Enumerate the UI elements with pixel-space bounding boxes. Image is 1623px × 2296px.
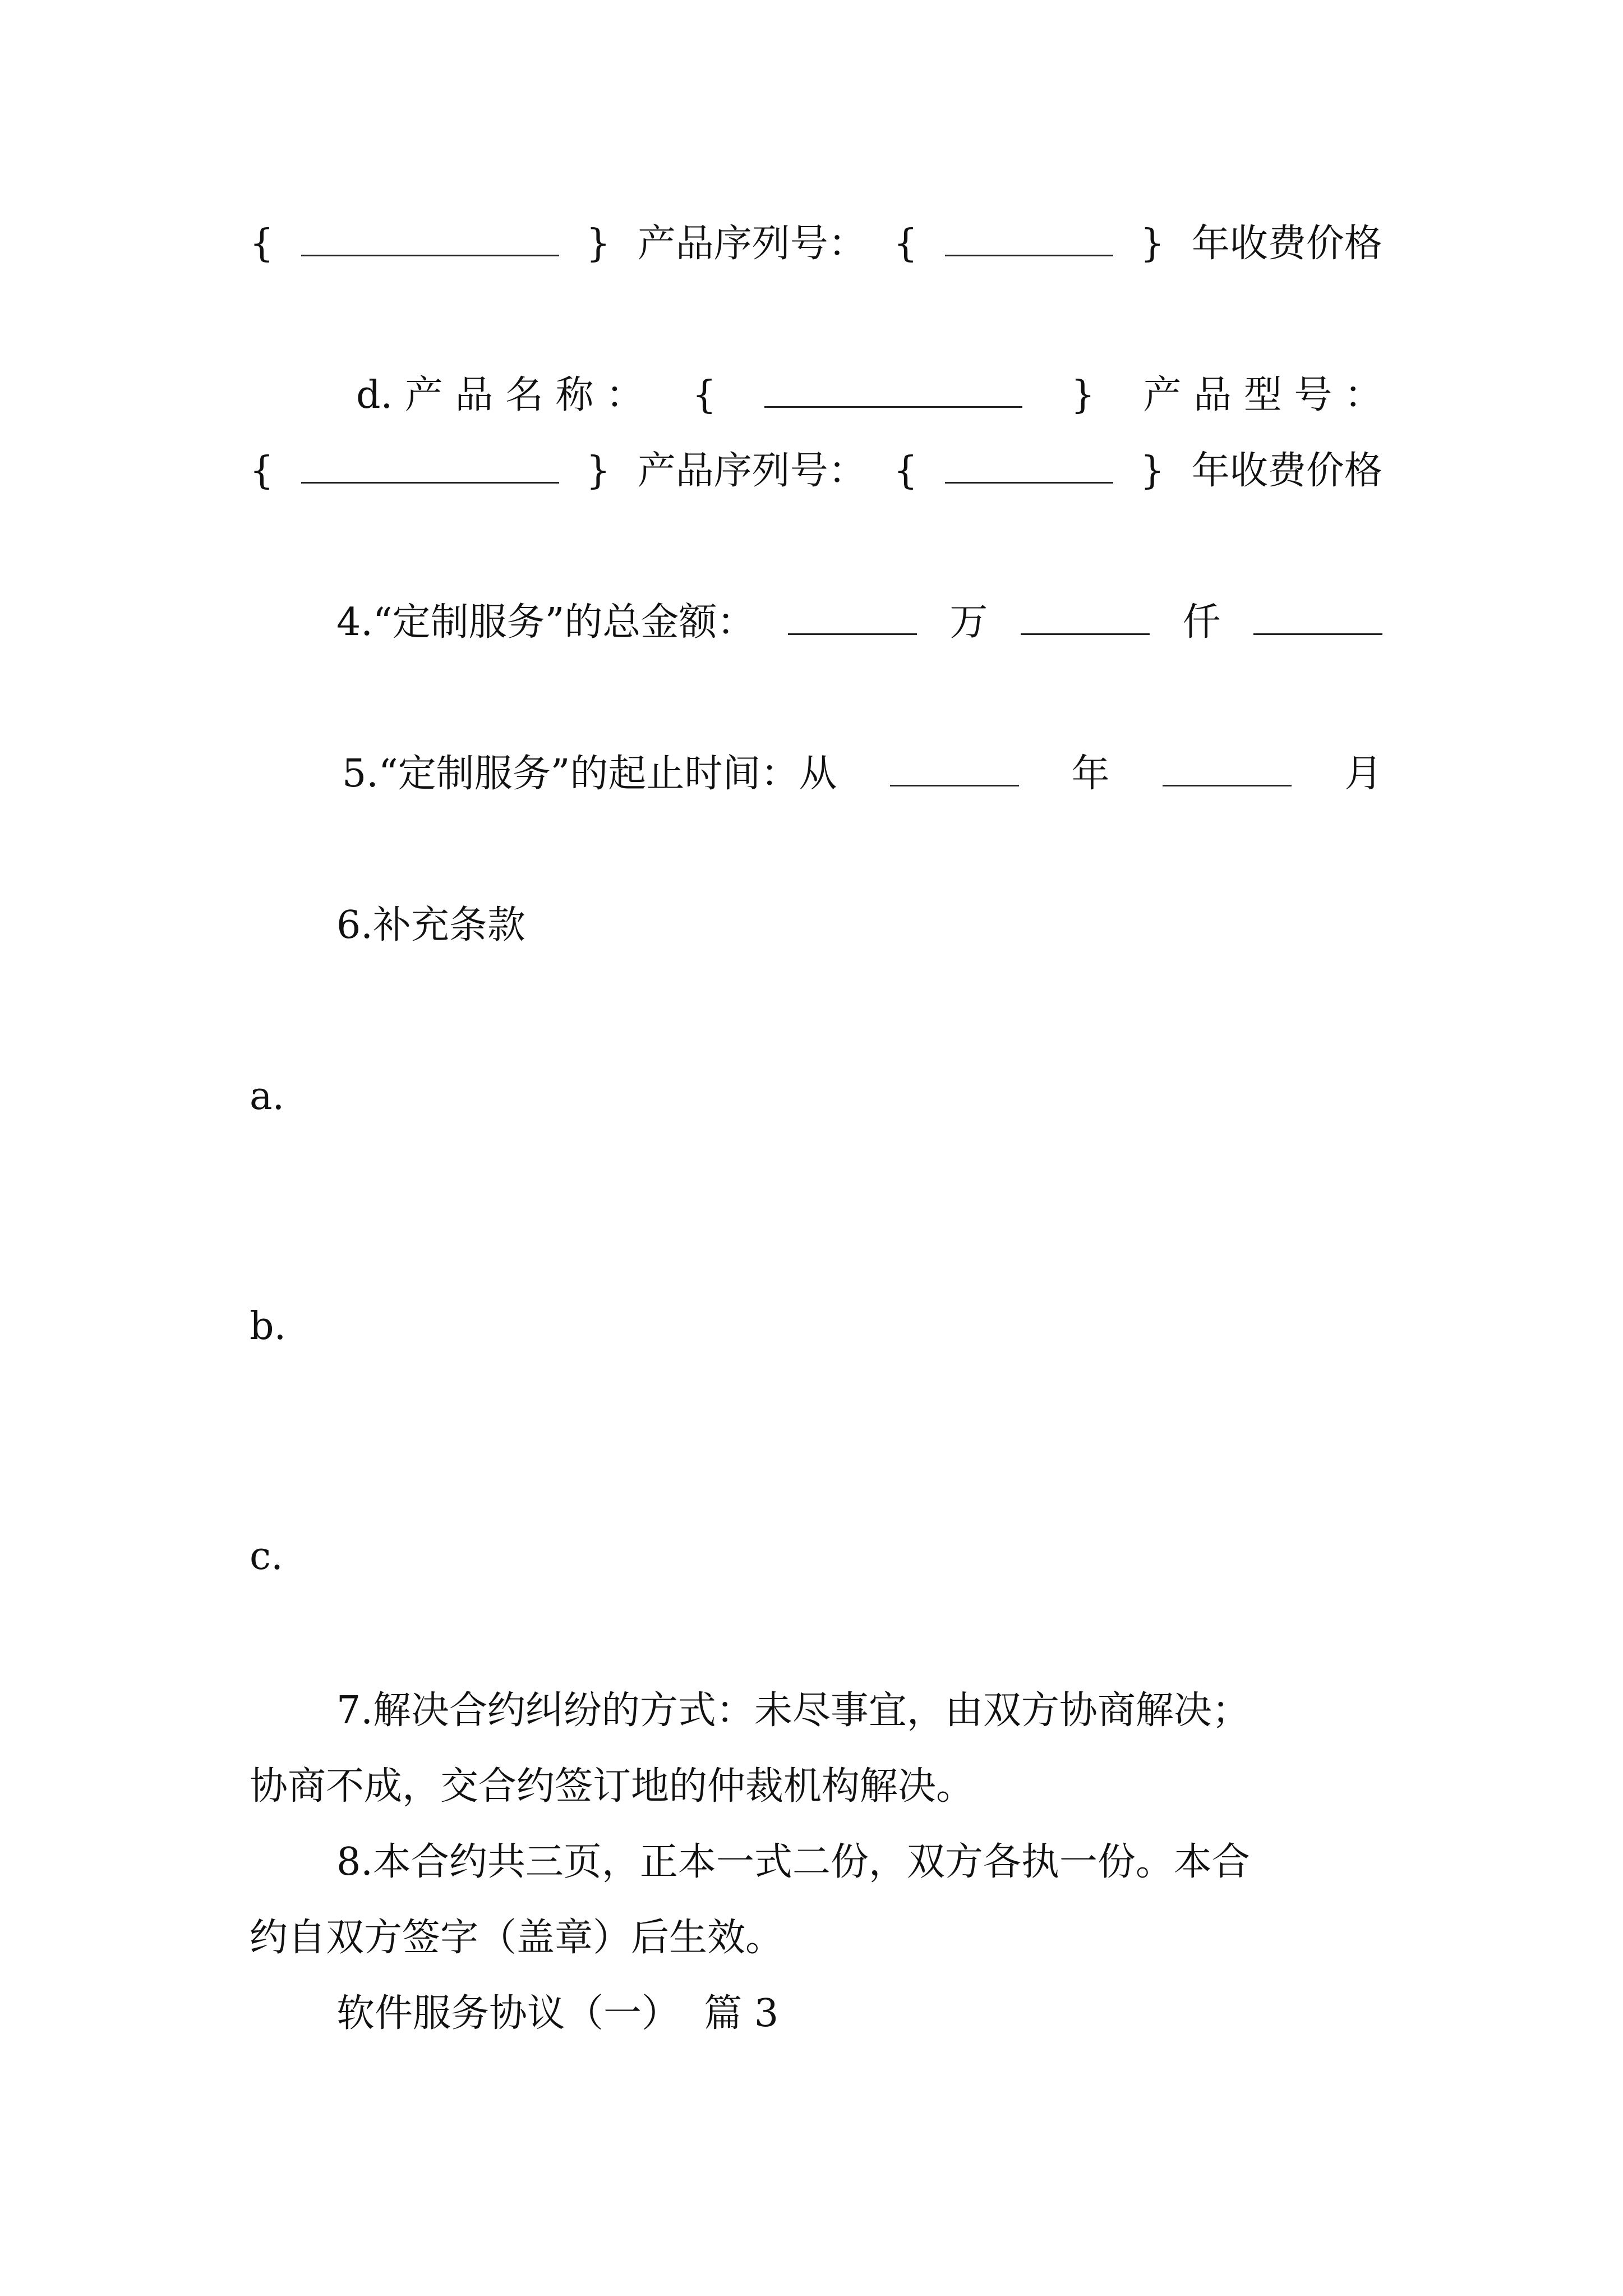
clause-c-label: c.: [250, 1534, 283, 1579]
clause-c-line: [250, 1526, 1368, 1588]
item4-label: 4.“定制服务”的总金额：: [336, 600, 755, 645]
clause-a-line: [250, 1066, 1368, 1128]
annual-fee-label: 年收费价格: [1191, 222, 1382, 266]
brace-open: {: [893, 222, 918, 266]
brace-close: }: [1140, 449, 1165, 493]
month-label: 月: [1344, 752, 1382, 796]
product-d-fee-line: [250, 516, 1382, 578]
brace-close: }: [586, 449, 611, 493]
qian-label: 仟: [1182, 600, 1221, 645]
item5-label: 5.“定制服务”的起止时间：从: [342, 752, 837, 796]
brace-close: }: [586, 222, 611, 266]
start-month-blank: [1163, 750, 1292, 786]
brace-close: }: [1071, 373, 1095, 417]
item8-line-1: 8.本合约共三页，正本一式二份，双方各执一份。本合: [336, 1840, 1250, 1884]
annual-fee-label: 年收费价格: [1191, 449, 1382, 493]
qian-blank: [1021, 599, 1150, 635]
product-serial-blank: [945, 220, 1113, 256]
next-section-heading: 软件服务协议（一） 篇 3: [336, 1991, 779, 2036]
brace-open: {: [250, 222, 274, 266]
total-amount-line: [336, 592, 1382, 654]
product-model-blank: [301, 447, 559, 484]
clause-b-end: [250, 1372, 1382, 1433]
clause-b-line: [250, 1296, 1368, 1358]
product-name-blank: [764, 371, 1022, 408]
item7-line-1: 7.解决合约纠纷的方式：未尽事宜，由双方协商解决；: [336, 1688, 1250, 1733]
bai-blank: [1253, 599, 1382, 635]
year-label: 年: [1071, 752, 1110, 796]
start-year-blank: [890, 750, 1019, 786]
product-d-name-line: [356, 365, 1382, 426]
brace-open: {: [250, 449, 274, 493]
product-serial-label: 产品序列号：: [637, 449, 866, 493]
brace-close: }: [1140, 222, 1165, 266]
clause-c-end: [250, 1602, 1382, 1663]
wan-label: 万: [949, 600, 988, 645]
brace-open: {: [893, 449, 918, 493]
clause-a-end: [250, 1142, 1382, 1203]
brace-open: {: [692, 373, 717, 417]
product-c-serial-line: [250, 213, 1382, 275]
product-d-serial-line: [250, 440, 1382, 502]
product-c-fee-line: [250, 289, 1382, 351]
wan-blank: [788, 599, 917, 635]
clause-b-label: b.: [250, 1304, 287, 1349]
clause-a-label: a.: [250, 1074, 285, 1119]
product-serial-blank: [945, 447, 1113, 484]
item6-heading: 6.补充条款: [336, 903, 525, 947]
item8-line-2: 约自双方签字（盖章）后生效。: [250, 1916, 784, 1960]
product-model-label: 产 品 型 号 ：: [1143, 373, 1382, 417]
product-model-blank: [301, 220, 559, 256]
service-period-line: [342, 743, 1382, 805]
service-period-line-2: [250, 819, 1382, 881]
total-amount-line-2: [250, 668, 1382, 729]
item7-line-2: 协商不成，交合约签订地的仲裁机构解决。: [250, 1764, 975, 1809]
item-d-label: d. 产 品 名 称 ：: [356, 373, 644, 417]
product-serial-label: 产品序列号：: [637, 222, 866, 266]
